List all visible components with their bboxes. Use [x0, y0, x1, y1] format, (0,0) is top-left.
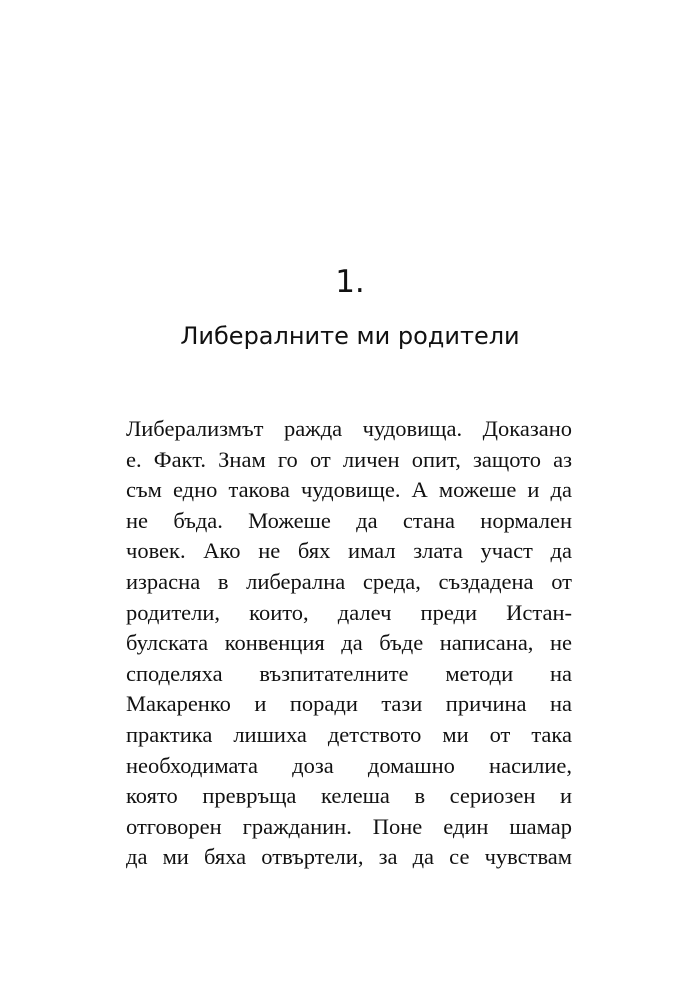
- chapter-number: 1.: [335, 264, 365, 300]
- body-line: родители, които, далеч преди Истан-: [126, 599, 572, 625]
- body-line: не бъда. Можеше да стана нормален: [126, 507, 572, 533]
- body-line: е. Факт. Знам го от личен опит, защото аз: [126, 446, 572, 472]
- body-line: израсна в либерална среда, създадена от: [126, 568, 572, 594]
- body-line: отговорен гражданин. Поне един шамар: [126, 813, 572, 839]
- body-line: необходимата доза домашно насилие,: [126, 752, 572, 778]
- body-line: булската конвенция да бъде написана, не: [126, 630, 572, 656]
- body-line: споделяха възпитателните методи на: [126, 660, 572, 686]
- body-line: Макаренко и поради тази причина на: [126, 691, 572, 717]
- body-line: Либерализмът ражда чудовища. Доказано: [126, 416, 572, 441]
- chapter-body-text: [126, 414, 572, 873]
- body-line: която превръща келеша в сериозен и: [126, 783, 572, 809]
- body-line: съм едно такова чудовище. А можеше и да: [126, 477, 572, 503]
- body-line: практика лишиха детството ми от така: [126, 721, 572, 747]
- body-line: човек. Ако не бях имал злата участ да: [126, 538, 572, 564]
- chapter-title: Либералните ми родители: [180, 322, 520, 350]
- body-line: да ми бяха отвъртели, за да се чувствам: [126, 844, 572, 870]
